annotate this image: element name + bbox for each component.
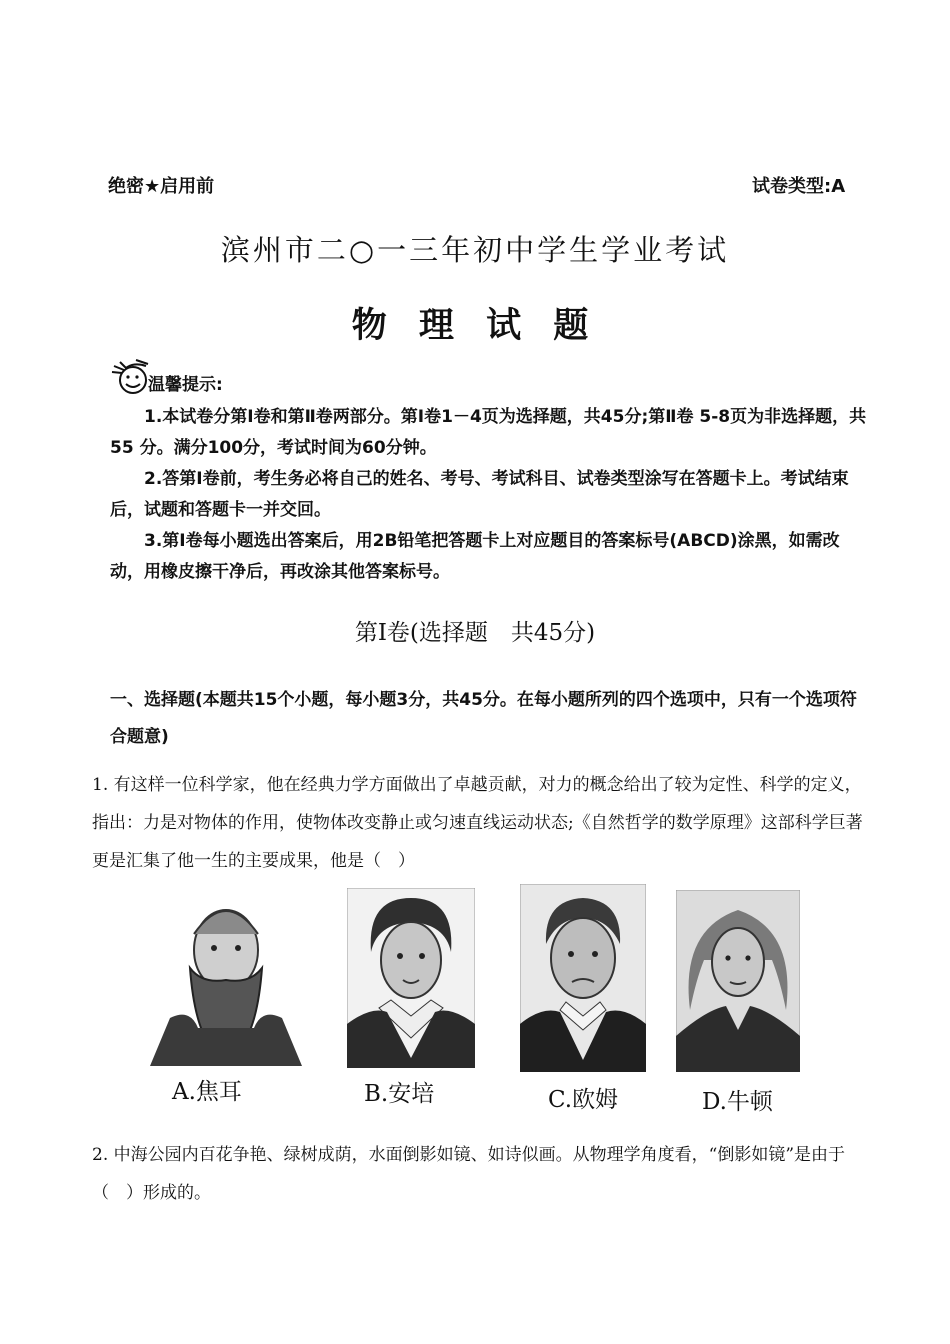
section-title: 第Ⅰ卷(选择题 共45分) [354,620,596,646]
tips-list [110,402,870,588]
tip-item-1: 1.本试卷分第Ⅰ卷和第Ⅱ卷两部分。第Ⅰ卷1－4页为选择题，共45分;第Ⅱ卷 5-8页为非选择题，共55 分。满分100分，考试时间为60分钟。 [110,407,867,458]
subject-title: 物 理 试 题 [351,306,599,346]
confidential-label: 绝密★启用前 [108,176,215,197]
paper-type-label: 试卷类型:A [752,176,846,197]
portrait-newton [676,890,800,1072]
portrait-joule [150,888,302,1066]
option-a-label: A.焦耳 [172,1079,242,1105]
exam-title: 滨州市二○一三年初中学生学业考试 [220,233,730,267]
option-d-label: D.牛顿 [702,1089,773,1115]
tips-heading: 温馨提示: [148,375,223,395]
section-instruction: 一、选择题(本题共15个小题，每小题3分，共45分。在每小题所列的四个选项中，只有一个选项符合题意) [110,690,857,747]
tip-item-3: 3.第Ⅰ卷每小题选出答案后，用2B铅笔把答题卡上对应题目的答案标号(ABCD)涂黑，如需改动，用橡皮擦干净后，再改涂其他答案标号。 [110,531,840,582]
portrait-ohm [520,884,646,1072]
option-b-label: B.安培 [364,1081,435,1107]
question-2-text: 2. 中海公园内百花争艳、绿树成荫，水面倒影如镜、如诗似画。从物理学角度看，“倒影如镜”是由于（ ）形成的。 [92,1145,846,1203]
portrait-ampere [347,888,475,1068]
tip-item-2: 2.答第Ⅰ卷前，考生务必将自己的姓名、考号、考试科目、试卷类型涂写在答题卡上。考试结束后，试题和答题卡一并交回。 [110,469,849,520]
option-c-label: C.欧姆 [548,1087,619,1113]
question-1-text: 1. 有这样一位科学家，他在经典力学方面做出了卓越贡献，对力的概念给出了较为定性、科学的定义，指出：力是对物体的作用，使物体改变静止或匀速直线运动状态;《自然哲学的数学原理》这部科学巨著更是汇集了他一生的主要成果，他是（ ） [92,775,863,871]
